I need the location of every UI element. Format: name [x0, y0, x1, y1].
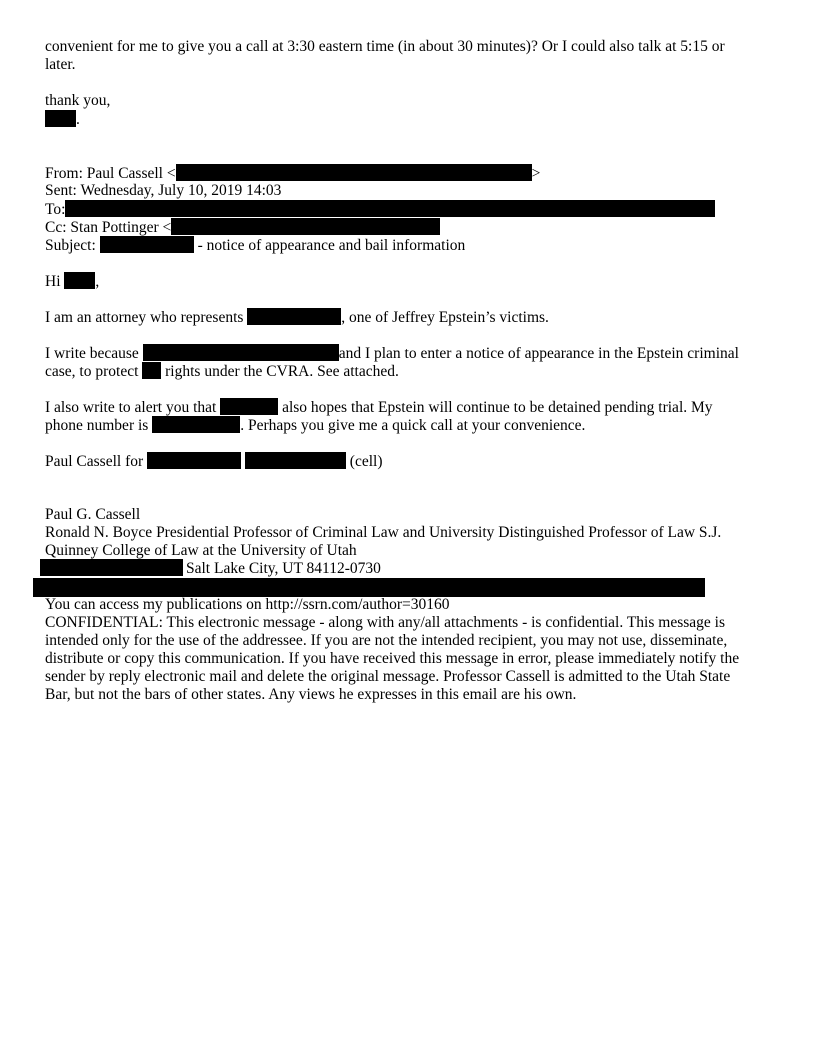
redaction-block — [65, 200, 715, 217]
intro-line-2: later. — [45, 56, 76, 73]
confidential-line-5: Bar, but not the bars of other states. Any views he expresses in this email are his own. — [45, 686, 577, 703]
signature-address: Salt Lake City, UT 84112-0730 — [186, 560, 381, 577]
signature-title-line-1: Ronald N. Boyce Presidential Professor of Criminal Law and University Distinguished Professor of Law S.J. — [45, 524, 722, 541]
redaction-block — [45, 110, 76, 127]
redaction-block — [147, 452, 241, 469]
subject-line — [45, 236, 465, 254]
confidential-line-4: sender by reply electronic mail and delete the original message. Professor Cassell is admitted to the Utah State — [45, 668, 731, 685]
paragraph-1 — [45, 308, 549, 326]
cc-label: Cc: Stan Pottinger < — [45, 219, 172, 236]
greeting-suffix: , — [95, 273, 100, 290]
p1-suffix: , one of Jeffrey Epstein’s victims. — [341, 309, 549, 326]
p2-line2-suffix: rights under the CVRA. See attached. — [165, 363, 399, 380]
p3-line2-prefix: phone number is — [45, 417, 149, 434]
signoff-suffix: . — [76, 111, 80, 128]
from-label: From: Paul Cassell < — [45, 165, 176, 182]
sig-suffix: (cell) — [349, 453, 383, 470]
redaction-block — [143, 344, 339, 361]
subject-text: - notice of appearance and bail information — [197, 237, 466, 254]
publications-line: You can access my publications on http://ssrn.com/author=30160 — [45, 596, 450, 613]
p3-prefix: I also write to alert you that — [45, 399, 217, 416]
p1-prefix: I am an attorney who represents — [45, 309, 244, 326]
confidential-line-3: distribute or copy this communication. If you have received this message in error, please immediately notify the — [45, 650, 740, 667]
paragraph-3-line-2 — [45, 416, 585, 434]
sent-line: Sent: Wednesday, July 10, 2019 14:03 — [45, 182, 282, 199]
confidential-line-1: CONFIDENTIAL: This electronic message - along with any/all attachments - is confidential. This message is — [45, 614, 725, 631]
redaction-block — [176, 164, 532, 181]
paragraph-2-line-2 — [45, 362, 399, 380]
redaction-block — [64, 272, 95, 289]
paragraph-2-line-1 — [45, 344, 739, 362]
intro-line-1: convenient for me to give you a call at 3:30 eastern time (in about 30 minutes)? Or I could also talk at 5:15 or — [45, 38, 725, 55]
p2-line2-prefix: case, to protect — [45, 363, 139, 380]
p3-line2-suffix: . Perhaps you give me a quick call at your convenience. — [240, 417, 586, 434]
confidential-line-2: intended only for the use of the addressee. If you are not the intended recipient, you may not use, disseminate, — [45, 632, 728, 649]
p2-suffix: and I plan to enter a notice of appearance in the Epstein criminal — [338, 345, 739, 362]
redaction-block — [247, 308, 341, 325]
p2-prefix: I write because — [45, 345, 139, 362]
greeting-line — [45, 272, 99, 290]
greeting-prefix: Hi — [45, 273, 61, 290]
sender-signoff — [45, 110, 80, 128]
redaction-block — [171, 218, 440, 235]
sig-prefix: Paul Cassell for — [45, 453, 144, 470]
signature-title-line-2: Quinney College of Law at the University of Utah — [45, 542, 357, 559]
redaction-block — [33, 578, 705, 597]
redaction-block — [245, 452, 346, 469]
redaction-block — [40, 559, 183, 576]
closing-line: thank you, — [45, 92, 111, 109]
sign-line — [45, 452, 382, 470]
redaction-block — [220, 398, 278, 415]
subject-label: Subject: — [45, 237, 96, 254]
redaction-block — [142, 362, 161, 379]
redaction-block — [100, 236, 194, 253]
paragraph-3-line-1 — [45, 398, 713, 416]
to-label: To: — [45, 201, 66, 218]
from-suffix: > — [531, 165, 541, 182]
p3-suffix: also hopes that Epstein will continue to be detained pending trial. My — [282, 399, 713, 416]
redaction-block — [152, 416, 240, 433]
from-line — [45, 164, 540, 182]
to-line — [45, 200, 715, 218]
signature-name: Paul G. Cassell — [45, 506, 141, 523]
cc-line — [45, 218, 440, 236]
